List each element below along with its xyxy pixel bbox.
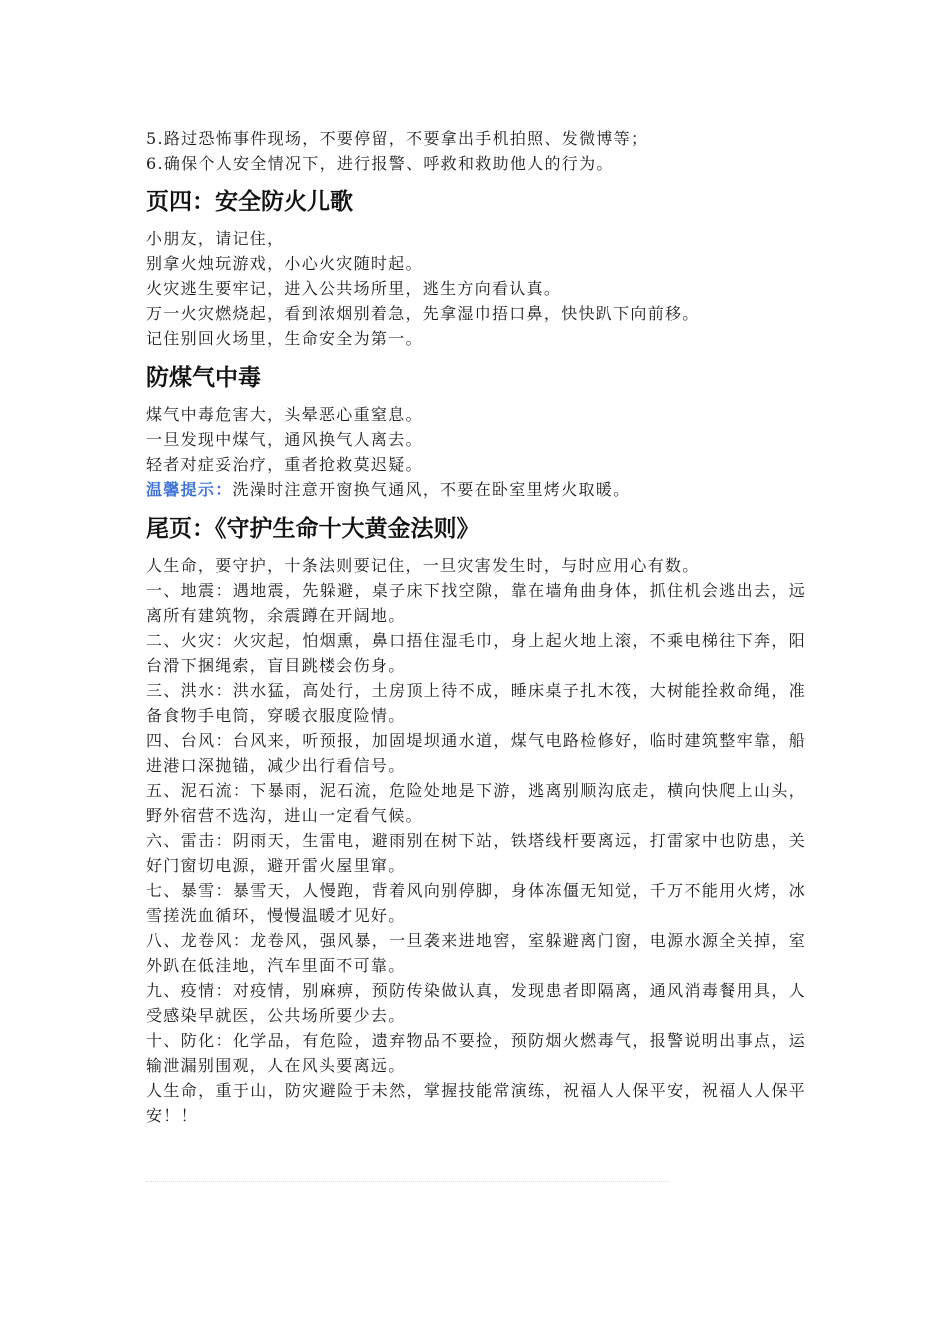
intro-line: 5.路过恐怖事件现场，不要停留，不要拿出手机拍照、发微博等； xyxy=(146,129,649,148)
rules-paragraph: 八、龙卷风：龙卷风，强风暴，一旦袭来进地窖，室躲避离门窗，电源水源全关掉，室外趴在低洼地，汽车里面不可靠。 xyxy=(146,931,806,975)
warm-tip-label: 温馨提示： xyxy=(146,480,233,499)
fire-song-line: 小朋友，请记住， xyxy=(146,229,285,248)
gas-line: 一旦发现中煤气，通风换气人离去。 xyxy=(146,430,423,449)
rules-paragraph: 人生命，要守护，十条法则要记住，一旦灾害发生时，与时应用心有数。 xyxy=(146,556,700,575)
footer-divider xyxy=(146,1181,668,1182)
section-heading-gas-poisoning: 防煤气中毒 xyxy=(146,365,261,391)
rules-paragraph: 六、雷击：阴雨天，生雷电，避雨别在树下站，铁塔线杆要离远，打雷家中也防患，关好门窗切电源，避开雷火屋里窜。 xyxy=(146,831,806,875)
rules-paragraph: 一、地震：遇地震，先躲避，桌子床下找空隙，靠在墙角曲身体，抓住机会逃出去，远离所有建筑物，余震蹲在开阔地。 xyxy=(146,581,806,625)
document-page xyxy=(146,126,806,1128)
warm-tip xyxy=(146,477,806,502)
rules-paragraph: 七、暴雪：暴雪天，人慢跑，背着风向别停脚，身体冻僵无知觉，千万不能用火烤，冰雪搓洗血循环，慢慢温暖才见好。 xyxy=(146,881,806,925)
section-heading-golden-rules: 尾页：《守护生命十大黄金法则》 xyxy=(146,516,480,542)
rules-paragraph: 三、洪水：洪水猛，高处行，土房顶上待不成，睡床桌子扎木筏，大树能拴救命绳，准备食物手电筒，穿暖衣服度险情。 xyxy=(146,681,806,725)
fire-song-line: 火灾逃生要牢记，进入公共场所里，逃生方向看认真。 xyxy=(146,279,562,298)
warm-tip-text: 洗澡时注意开窗换气通风，不要在卧室里烤火取暖。 xyxy=(232,480,631,499)
fire-song-line: 别拿火烛玩游戏，小心火灾随时起。 xyxy=(146,254,423,273)
gas-line: 轻者对症妥治疗，重者抢救莫迟疑。 xyxy=(146,455,423,474)
rules-paragraph: 五、泥石流：下暴雨，泥石流，危险处地是下游，逃离别顺沟底走，横向快爬上山头，野外宿营不选沟，进山一定看气候。 xyxy=(146,781,806,825)
rules-paragraph: 二、火灾：火灾起，怕烟熏，鼻口捂住湿毛巾，身上起火地上滚，不乘电梯往下奔，阳台滑下捆绳索，盲目跳楼会伤身。 xyxy=(146,631,806,675)
fire-song-line: 记住别回火场里，生命安全为第一。 xyxy=(146,329,423,348)
section-heading-fire-song: 页四：安全防火儿歌 xyxy=(146,189,353,215)
intro-line: 6.确保个人安全情况下，进行报警、呼救和救助他人的行为。 xyxy=(146,154,614,173)
rules-paragraph: 人生命，重于山，防灾避险于未然，掌握技能常演练，祝福人人保平安，祝福人人保平安！！ xyxy=(146,1081,806,1125)
gas-line: 煤气中毒危害大，头晕恶心重窒息。 xyxy=(146,405,423,424)
fire-song-line: 万一火灾燃烧起，看到浓烟别着急，先拿湿巾捂口鼻，快快趴下向前移。 xyxy=(146,304,700,323)
rules-paragraph: 十、防化：化学品，有危险，遗弃物品不要捡，预防烟火燃毒气，报警说明出事点，运输泄漏别围观，人在风头要离远。 xyxy=(146,1031,806,1075)
rules-paragraph: 九、疫情：对疫情，别麻痹，预防传染做认真，发现患者即隔离，通风消毒餐用具，人受感染早就医，公共场所要少去。 xyxy=(146,981,806,1025)
rules-paragraph: 四、台风：台风来，听预报，加固堤坝通水道，煤气电路检修好，临时建筑整牢靠，船进港口深抛锚，减少出行看信号。 xyxy=(146,731,806,775)
